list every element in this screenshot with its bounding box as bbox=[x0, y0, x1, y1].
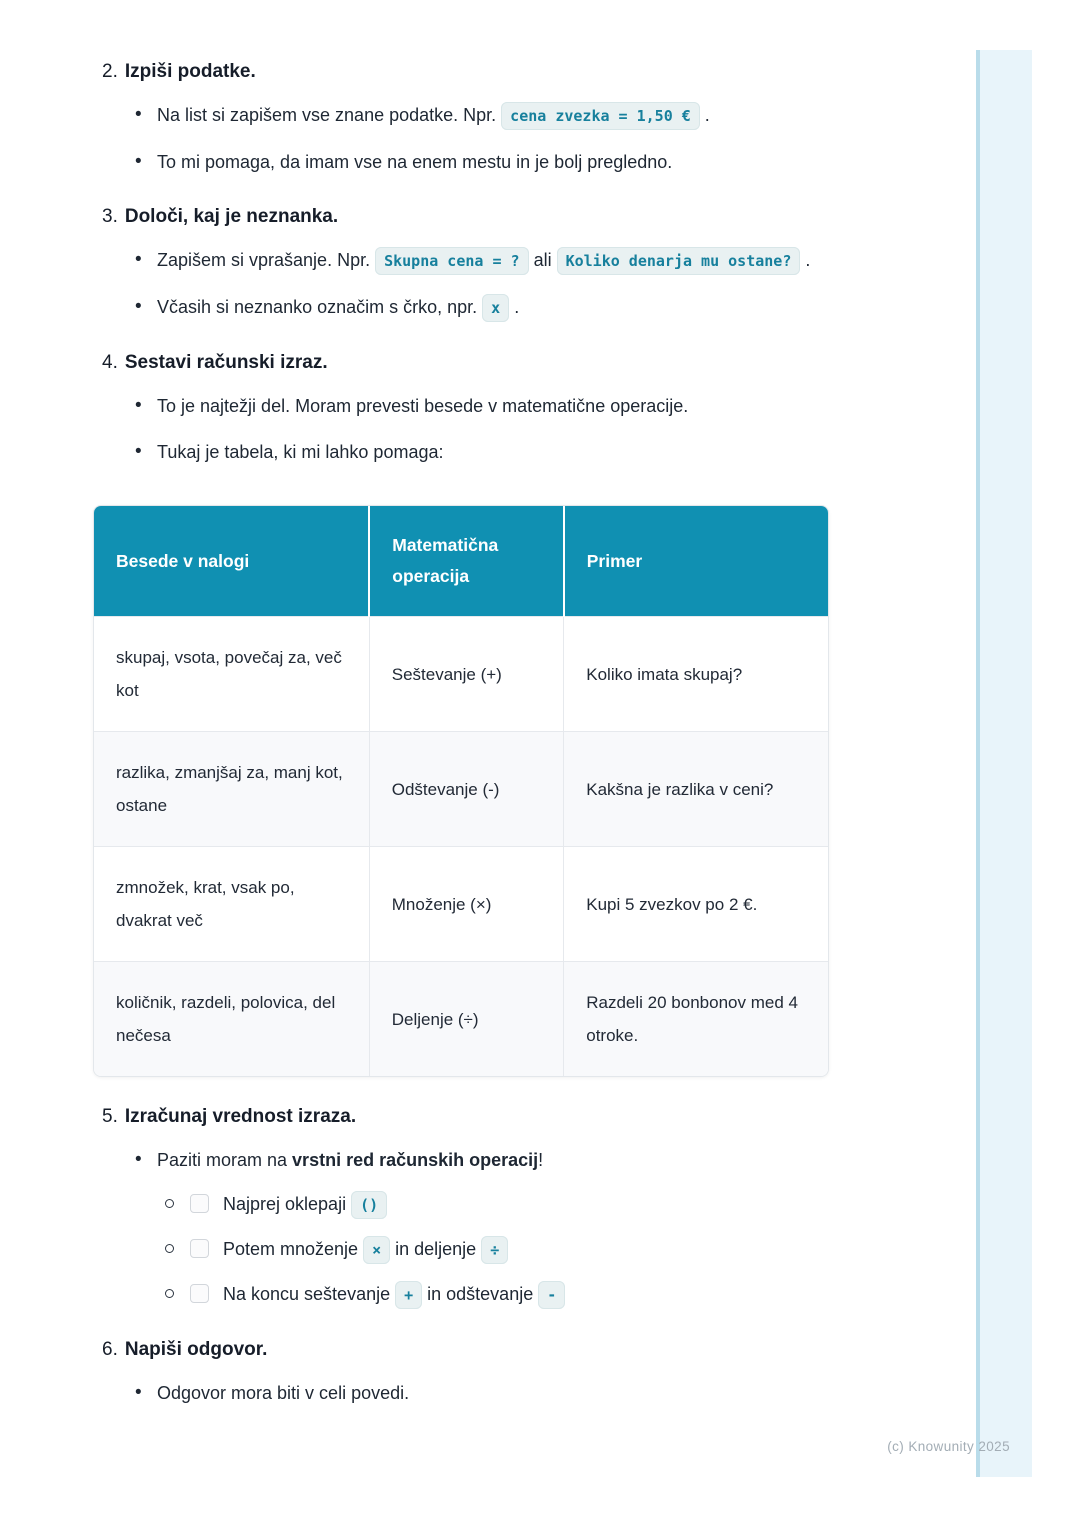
section-number: 2. bbox=[102, 61, 118, 82]
checklist-item bbox=[165, 1189, 829, 1220]
table-cell: skupaj, vsota, povečaj za, več kot bbox=[94, 617, 369, 732]
bullet-item bbox=[157, 1145, 829, 1310]
bullet-list bbox=[93, 1378, 829, 1408]
operations-table bbox=[93, 505, 829, 1077]
checkbox[interactable] bbox=[190, 1284, 209, 1303]
table-cell: Kakšna je razlika v ceni? bbox=[564, 732, 828, 847]
inline-code-chip: Koliko denarja mu ostane? bbox=[557, 247, 801, 275]
section-5 bbox=[93, 1105, 829, 1310]
circle-bullet-icon bbox=[165, 1199, 174, 1208]
checklist-item bbox=[165, 1279, 829, 1310]
table-row bbox=[94, 962, 828, 1077]
table-row bbox=[94, 617, 828, 732]
table-cell: Koliko imata skupaj? bbox=[564, 617, 828, 732]
section-heading bbox=[93, 60, 829, 84]
table-cell: Odštevanje (-) bbox=[369, 732, 564, 847]
bullet-list bbox=[93, 391, 829, 467]
section-heading bbox=[93, 1105, 829, 1129]
bullet-text bbox=[157, 1150, 543, 1170]
text-segment: ! bbox=[538, 1150, 544, 1170]
bullet-text bbox=[157, 152, 672, 172]
section-heading bbox=[93, 1338, 829, 1362]
inline-code-chip: - bbox=[538, 1281, 565, 1309]
text-segment: Zapišem si vprašanje. Npr. bbox=[157, 250, 376, 270]
section-2 bbox=[93, 60, 829, 177]
bullet-list bbox=[93, 1145, 829, 1310]
section-number: 4. bbox=[102, 352, 118, 373]
circle-bullet-icon bbox=[165, 1289, 174, 1298]
text-segment: . bbox=[509, 297, 520, 317]
table-header-cell: Besede v nalogi bbox=[94, 506, 369, 617]
bullet-text bbox=[157, 297, 519, 317]
inline-code-chip: () bbox=[351, 1191, 387, 1219]
text-segment: To mi pomaga, da imam vse na enem mestu in je bolj pregledno. bbox=[157, 152, 673, 172]
text-segment: . bbox=[699, 105, 710, 125]
circle-bullet-icon bbox=[165, 1244, 174, 1253]
bullet-text bbox=[157, 442, 443, 462]
checkbox[interactable] bbox=[190, 1194, 209, 1213]
bullet-text bbox=[157, 396, 688, 416]
copyright-footer: (c) Knowunity 2025 bbox=[887, 1439, 1010, 1454]
bullet-item bbox=[157, 1378, 829, 1408]
checklist-text bbox=[223, 1284, 565, 1304]
table-cell: Množenje (×) bbox=[369, 847, 564, 962]
text-segment: Paziti moram na bbox=[157, 1150, 293, 1170]
document-content bbox=[93, 46, 829, 1424]
text-segment: Tukaj je tabela, ki mi lahko pomaga: bbox=[157, 442, 444, 462]
checklist-text bbox=[223, 1239, 508, 1259]
bold-text: vrstni red računskih operacij bbox=[292, 1150, 539, 1170]
table-header-row bbox=[94, 506, 828, 617]
table-cell: Razdeli 20 bonbonov med 4 otroke. bbox=[564, 962, 828, 1077]
inline-code-chip: + bbox=[395, 1281, 422, 1309]
section-number: 6. bbox=[102, 1339, 118, 1360]
table-cell: Deljenje (÷) bbox=[369, 962, 564, 1077]
bullet-item bbox=[157, 147, 829, 177]
text-segment: Na list si zapišem vse znane podatke. Npr. bbox=[157, 105, 502, 125]
bullet-list bbox=[93, 100, 829, 177]
text-segment: To je najtežji del. Moram prevesti besede v matematične operacije. bbox=[157, 396, 689, 416]
table-row bbox=[94, 732, 828, 847]
text-segment: Na koncu seštevanje bbox=[223, 1284, 396, 1304]
table-cell: Seštevanje (+) bbox=[369, 617, 564, 732]
table-cell: Kupi 5 zvezkov po 2 €. bbox=[564, 847, 828, 962]
bullet-item bbox=[157, 292, 829, 323]
inline-code-chip: × bbox=[363, 1236, 390, 1264]
inline-code-chip: cena zvezka = 1,50 € bbox=[501, 102, 700, 130]
text-segment: . bbox=[800, 250, 811, 270]
section-6 bbox=[93, 1338, 829, 1408]
operations-table-grid bbox=[94, 506, 828, 1076]
section-heading bbox=[93, 205, 829, 229]
inline-code-chip: ÷ bbox=[481, 1236, 508, 1264]
text-segment: Najprej oklepaji bbox=[223, 1194, 352, 1214]
text-segment: Odgovor mora biti v celi povedi. bbox=[157, 1383, 410, 1403]
checkbox[interactable] bbox=[190, 1239, 209, 1258]
section-title-text: Določi, kaj je neznanka. bbox=[124, 206, 339, 227]
section-title-text: Napiši odgovor. bbox=[124, 1339, 268, 1360]
bullet-list bbox=[93, 245, 829, 323]
table-cell: količnik, razdeli, polovica, del nečesa bbox=[94, 962, 369, 1077]
checklist-text bbox=[223, 1194, 387, 1214]
bullet-item bbox=[157, 100, 829, 131]
inline-code-chip: Skupna cena = ? bbox=[375, 247, 528, 275]
checklist-item bbox=[165, 1234, 829, 1265]
bullet-item bbox=[157, 245, 829, 276]
bullet-item bbox=[157, 437, 829, 467]
bullet-text bbox=[157, 250, 810, 270]
text-segment: in odštevanje bbox=[422, 1284, 539, 1304]
section-heading bbox=[93, 351, 829, 375]
text-segment: in deljenje bbox=[390, 1239, 482, 1259]
section-number: 3. bbox=[102, 206, 118, 227]
bullet-text bbox=[157, 105, 710, 125]
table-header-cell: Primer bbox=[564, 506, 828, 617]
bullet-item bbox=[157, 391, 829, 421]
table-cell: zmnožek, krat, vsak po, dvakrat več bbox=[94, 847, 369, 962]
section-title-text: Sestavi računski izraz. bbox=[124, 352, 328, 373]
bullet-text bbox=[157, 1383, 409, 1403]
section-title-text: Izračunaj vrednost izraza. bbox=[124, 1106, 357, 1127]
text-segment: ali bbox=[528, 250, 557, 270]
table-header-cell: Matematična operacija bbox=[369, 506, 564, 617]
scroll-strip[interactable] bbox=[976, 50, 1032, 1477]
checklist bbox=[157, 1189, 829, 1310]
table-row bbox=[94, 847, 828, 962]
table-cell: razlika, zmanjšaj za, manj kot, ostane bbox=[94, 732, 369, 847]
section-3 bbox=[93, 205, 829, 323]
section-4 bbox=[93, 351, 829, 1077]
text-segment: Potem množenje bbox=[223, 1239, 364, 1259]
text-segment: Včasih si neznanko označim s črko, npr. bbox=[157, 297, 483, 317]
section-number: 5. bbox=[102, 1106, 118, 1127]
inline-code-chip: x bbox=[482, 294, 509, 322]
section-title-text: Izpiši podatke. bbox=[124, 61, 256, 82]
